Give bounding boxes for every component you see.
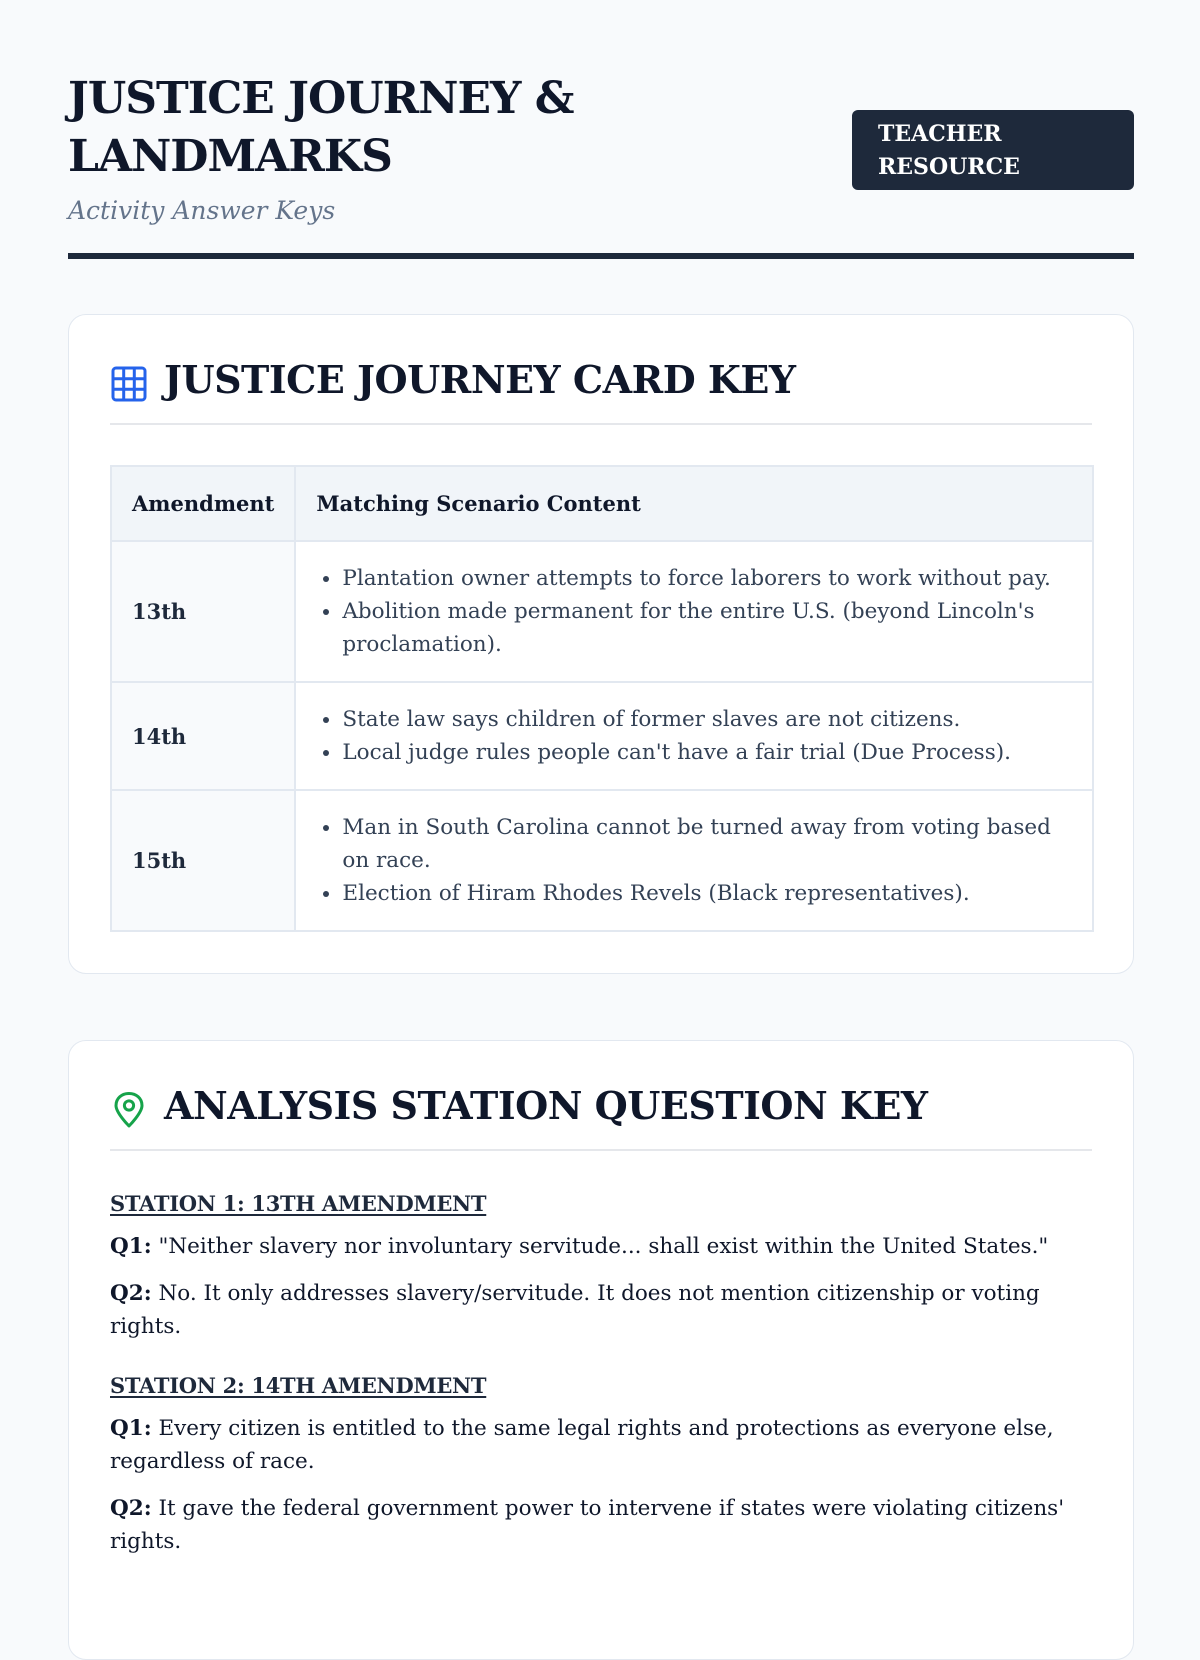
amendment-cell: 14th: [111, 682, 295, 790]
amendment-cell: 13th: [111, 541, 295, 682]
analysis-key-section: [68, 1040, 1134, 1660]
scenario-cell: [295, 541, 1093, 682]
scenario-cell: [295, 790, 1093, 931]
answer-q1: [110, 1230, 1092, 1263]
table-row: [111, 790, 1093, 931]
question-label: Q1:: [110, 1234, 152, 1259]
answer-q1: [110, 1412, 1092, 1478]
question-label: Q1:: [110, 1416, 152, 1441]
answer-q2: [110, 1277, 1092, 1343]
scenario-list: [316, 703, 1072, 769]
scenario-item: • Abolition made permanent for the entire U.S. (beyond Lincoln's proclamation).: [342, 595, 1072, 661]
page-title: JUSTICE JOURNEY & LANDMARKS: [68, 73, 574, 182]
analysis-key-title: ANALYSIS STATION QUESTION KEY: [164, 1083, 928, 1128]
analysis-key-header: [110, 1041, 1092, 1151]
question-label: Q2:: [110, 1496, 152, 1521]
scenario-list: [316, 811, 1072, 910]
stations-list: [110, 1151, 1092, 1558]
answer-text: Every citizen is entitled to the same legal rights and protections as everyone else, regardless of race.: [110, 1416, 1054, 1474]
question-label: Q2:: [110, 1281, 152, 1306]
scenario-item: • Man in South Carolina cannot be turned away from voting based on race.: [342, 811, 1072, 877]
column-header-amendment: Amendment: [111, 466, 295, 541]
amendment-table: [110, 465, 1094, 932]
page: [68, 0, 1134, 1554]
map-pin-icon: [110, 1091, 148, 1129]
header: [68, 0, 1134, 262]
scenario-list: [316, 562, 1072, 661]
teacher-resource-badge: TEACHER RESOURCE: [852, 110, 1134, 190]
scenario-item: • State law says children of former slaves are not citizens.: [342, 703, 1072, 736]
scenario-item: • Election of Hiram Rhodes Revels (Black representatives).: [342, 877, 1072, 910]
answer-text: It gave the federal government power to intervene if states were violating citizens' rights.: [110, 1496, 1065, 1554]
table-row: [111, 541, 1093, 682]
answer-q2: [110, 1492, 1092, 1558]
station-title: STATION 2: 14TH AMENDMENT: [110, 1373, 487, 1398]
table-row: [111, 682, 1093, 790]
header-divider: [68, 253, 1134, 259]
amendment-cell: 15th: [111, 790, 295, 931]
scenario-item: • Plantation owner attempts to force laborers to work without pay.: [342, 562, 1072, 595]
station-block: [110, 1191, 1092, 1343]
scenario-cell: [295, 682, 1093, 790]
answer-text: "Neither slavery nor involuntary servitude... shall exist within the United States.": [158, 1234, 1049, 1259]
grid-icon: [110, 365, 148, 403]
station-title: STATION 1: 13TH AMENDMENT: [110, 1191, 487, 1216]
table-header-row: [111, 466, 1093, 541]
station-block: [110, 1373, 1092, 1558]
column-header-scenario: Matching Scenario Content: [295, 466, 1093, 541]
page-subtitle: Activity Answer Keys: [68, 196, 336, 225]
card-key-section: [68, 314, 1134, 974]
scenario-item: • Local judge rules people can't have a fair trial (Due Process).: [342, 736, 1072, 769]
answer-text: No. It only addresses slavery/servitude. It does not mention citizenship or voting rights.: [110, 1281, 1040, 1339]
card-key-header: [110, 315, 1092, 425]
card-key-title: JUSTICE JOURNEY CARD KEY: [164, 357, 796, 402]
